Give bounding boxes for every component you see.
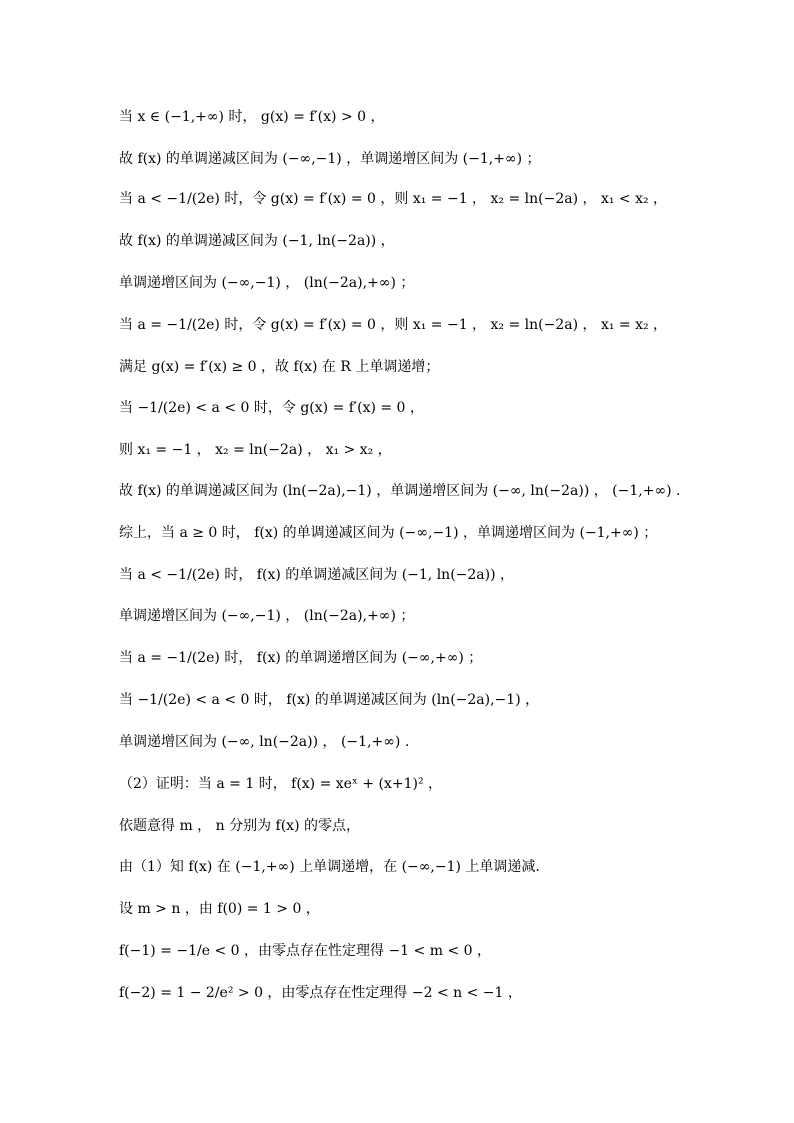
- text-line: 综上，当 a ≥ 0 时， f(x) 的单调递减区间为 (−∞,−1) ，单调递增区间为 (−1,+∞) ；: [119, 525, 658, 541]
- text-line: 当 a < −1/(2e) 时， f(x) 的单调递减区间为 (−1, ln(−2a)) ，: [119, 567, 515, 583]
- text-line: 当 a < −1/(2e) 时，令 g(x) = f′(x) = 0 ，则 x₁ = −1 ， x₂ = ln(−2a) ， x₁ < x₂ ，: [119, 191, 668, 207]
- text-line: 当 −1/(2e) < a < 0 时，令 g(x) = f′(x) = 0 ，: [119, 400, 424, 416]
- text-line: 当 a = −1/(2e) 时，令 g(x) = f′(x) = 0 ，则 x₁ = −1 ， x₂ = ln(−2a) ， x₁ = x₂ ，: [119, 317, 668, 333]
- text-line: 故 f(x) 的单调递减区间为 (−1, ln(−2a)) ，: [119, 233, 395, 249]
- text-line: 单调递增区间为 (−∞, ln(−2a)) ， (−1,+∞) .: [119, 734, 410, 750]
- text-line: 则 x₁ = −1 ， x₂ = ln(−2a) ， x₁ > x₂ ，: [119, 442, 392, 458]
- text-line: 单调递增区间为 (−∞,−1) ， (ln(−2a),+∞) ；: [119, 608, 415, 624]
- text-line: 满足 g(x) = f′(x) ≥ 0 ，故 f(x) 在 R 上单调递增；: [119, 359, 440, 375]
- text-line: 故 f(x) 的单调递减区间为 (−∞,−1) ，单调递增区间为 (−1,+∞) ；: [119, 151, 541, 167]
- text-line: 由（1）知 f(x) 在 (−1,+∞) 上单调递增，在 (−∞,−1) 上单调递减.: [119, 859, 540, 875]
- text-line: f(−2) = 1 − 2/e² > 0 ，由零点存在性定理得 −2 < n < −1 ，: [119, 985, 522, 1001]
- text-line: 单调递增区间为 (−∞,−1) ， (ln(−2a),+∞) ；: [119, 275, 415, 291]
- text-line: 故 f(x) 的单调递减区间为 (ln(−2a),−1) ，单调递增区间为 (−∞, ln(−2a)) ， (−1,+∞) .: [119, 483, 681, 499]
- text-line: f(−1) = −1/e < 0 ，由零点存在性定理得 −1 < m < 0 ，: [119, 943, 491, 959]
- text-line: 当 x ∈ (−1,+∞) 时， g(x) = f′(x) > 0 ，: [119, 109, 385, 125]
- text-line: （2）证明：当 a = 1 时， f(x) = xeˣ + (x+1)² ，: [119, 776, 443, 792]
- text-line: 设 m > n ，由 f(0) = 1 > 0 ，: [119, 901, 320, 917]
- text-line: 当 −1/(2e) < a < 0 时， f(x) 的单调递减区间为 (ln(−2a),−1) ，: [119, 692, 540, 708]
- text-line: 依题意得 m ， n 分别为 f(x) 的零点，: [119, 818, 360, 834]
- text-line: 当 a = −1/(2e) 时， f(x) 的单调递增区间为 (−∞,+∞) ；: [119, 650, 483, 666]
